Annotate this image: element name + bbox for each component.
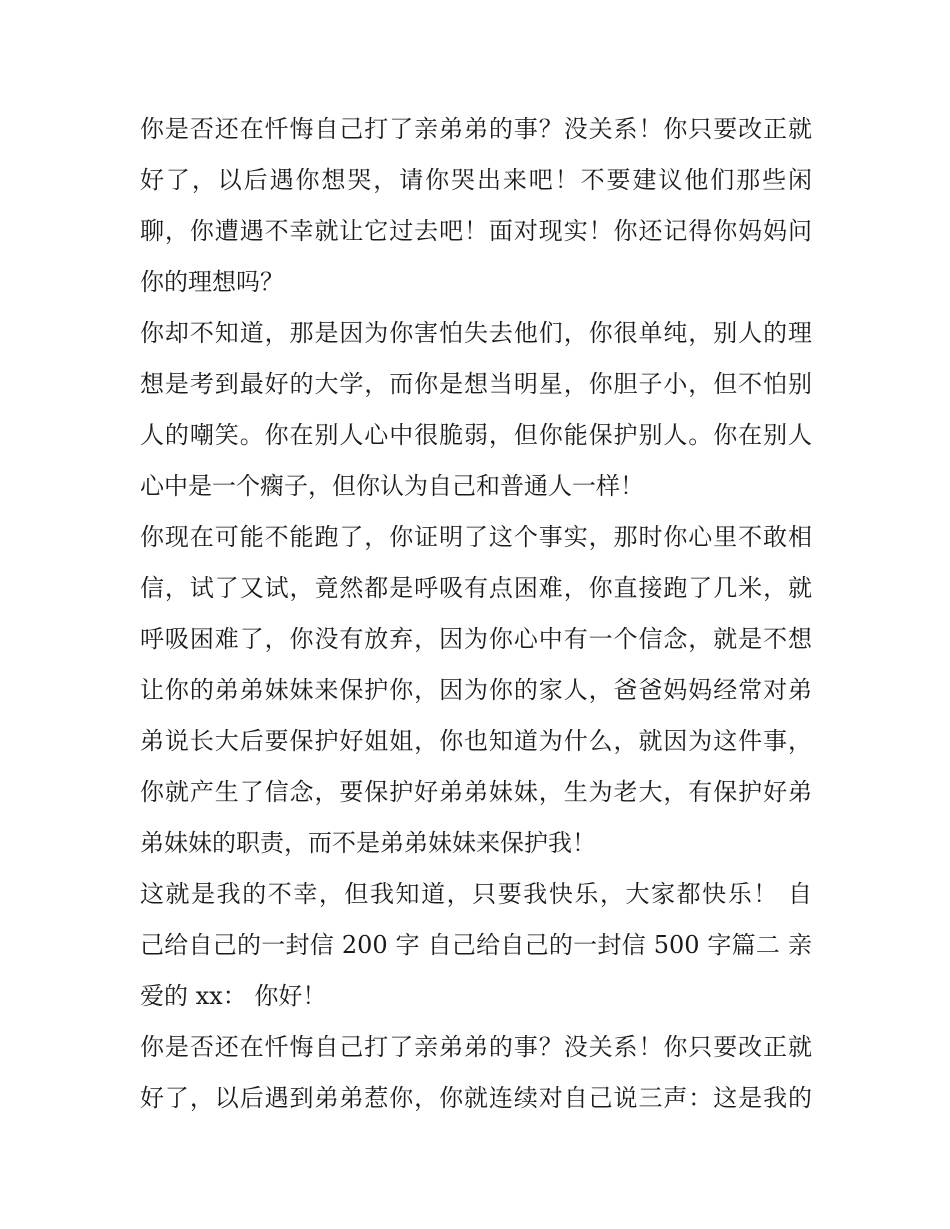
paragraph-3 [140, 512, 812, 869]
text-line: 你是否还在忏悔自己打了亲弟弟的事？没关系！你只要改正就 [140, 115, 812, 143]
text-line: 己给自己的一封信 200 字 自己给自己的一封信 500 字篇二 亲 [140, 931, 812, 959]
text-line: 你却不知道，那是因为你害怕失去他们，你很单纯，别人的理 [140, 319, 812, 347]
text-line: 你就产生了信念，要保护好弟弟妹妹，生为老大，有保护好弟 [140, 778, 812, 806]
text-line: 你是否还在忏悔自己打了亲弟弟的事？没关系！你只要改正就 [140, 1033, 812, 1061]
text-line: 你现在可能不能跑了，你证明了这个事实，那时你心里不敢相 [140, 523, 812, 551]
paragraph-4 [140, 869, 812, 1022]
text-line: 好了，以后遇到弟弟惹你，你就连续对自己说三声：这是我的 [140, 1084, 812, 1112]
paragraph-5 [140, 1022, 812, 1124]
paragraph-2 [140, 308, 812, 512]
text-line: 想是考到最好的大学，而你是想当明星，你胆子小，但不怕别 [140, 370, 812, 398]
text-line: 呼吸困难了，你没有放弃，因为你心中有一个信念，就是不想 [140, 625, 812, 653]
document-body [140, 104, 812, 1124]
text-line: 好了，以后遇你想哭，请你哭出来吧！不要建议他们那些闲 [140, 166, 812, 194]
text-line: 弟说长大后要保护好姐姐，你也知道为什么，就因为这件事， [140, 727, 812, 755]
text-line: 这就是我的不幸，但我知道，只要我快乐，大家都快乐！ 自 [140, 880, 812, 908]
text-line: 让你的弟弟妹妹来保护你，因为你的家人，爸爸妈妈经常对弟 [140, 676, 812, 704]
text-line: 聊，你遭遇不幸就让它过去吧！面对现实！你还记得你妈妈问 [140, 217, 812, 245]
text-line: 人的嘲笑。你在别人心中很脆弱，但你能保护别人。你在别人 [140, 421, 812, 449]
text-line: 信，试了又试，竟然都是呼吸有点困难，你直接跑了几米，就 [140, 574, 812, 602]
paragraph-1 [140, 104, 812, 308]
text-line: 爱的 xx： 你好！ [140, 982, 327, 1010]
text-line: 你的理想吗？ [140, 268, 284, 296]
text-line: 心中是一个瘸子，但你认为自己和普通人一样！ [140, 472, 644, 500]
text-line: 弟妹妹的职责，而不是弟弟妹妹来保护我！ [140, 829, 596, 857]
